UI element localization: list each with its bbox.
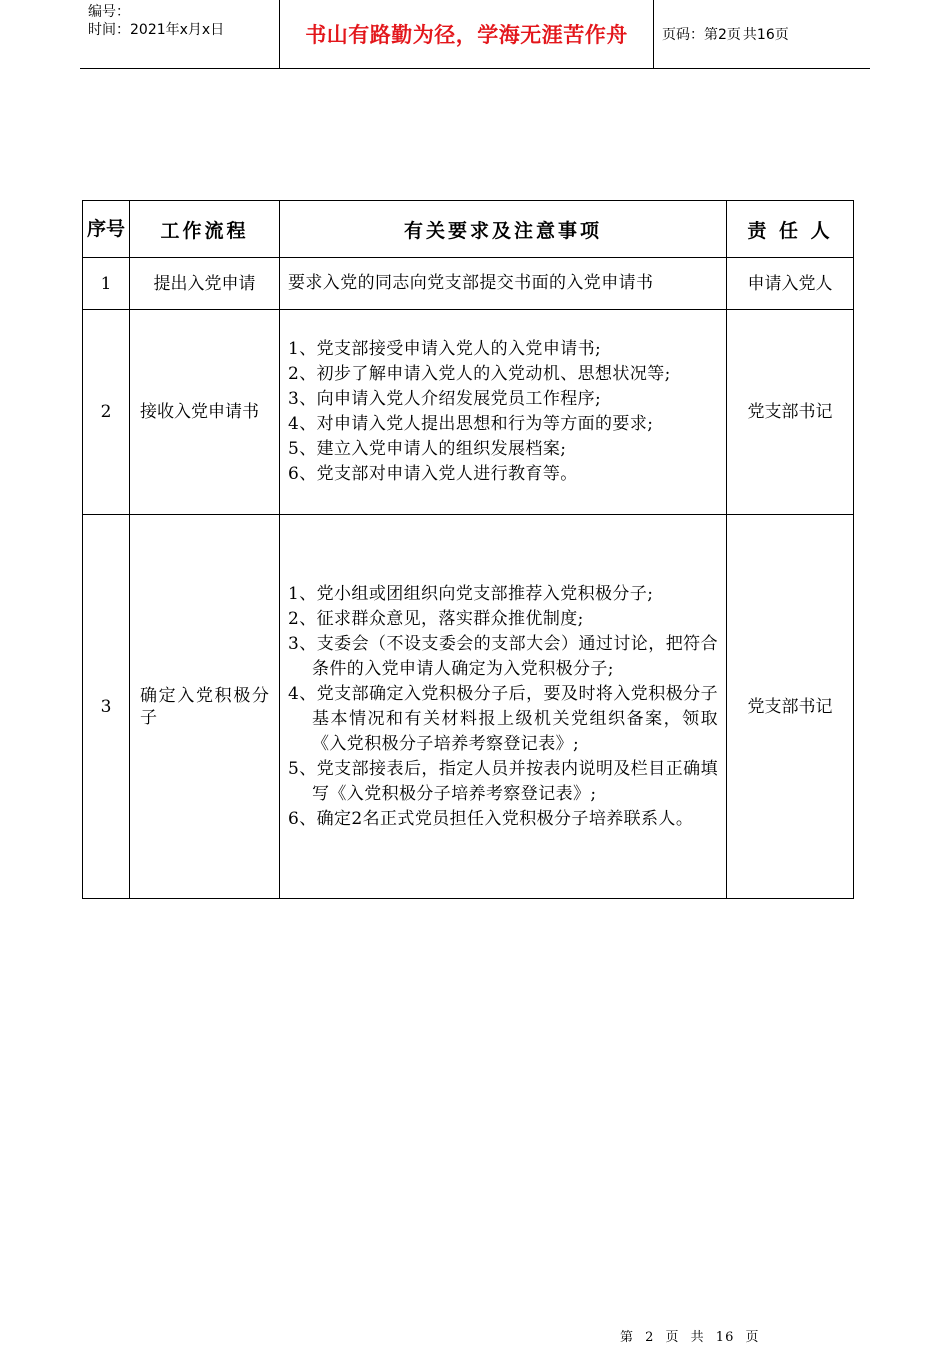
requirement-item: 要求入党的同志向党支部提交书面的入党申请书 [288, 273, 654, 293]
row-number: 3 [83, 515, 130, 899]
header-responsible: 责 任 人 [727, 201, 854, 258]
header-requirements: 有关要求及注意事项 [280, 201, 727, 258]
requirement-item: 2、初步了解申请入党人的入党动机、思想状况等; [288, 364, 671, 384]
page-header [80, 0, 870, 69]
workflow-table [82, 200, 854, 899]
table-row [83, 258, 854, 310]
row-requirements [280, 258, 727, 310]
requirement-item: 1、党小组或团组织向党支部推荐入党积极分子; [288, 583, 654, 604]
row-requirements [280, 515, 727, 899]
row-responsible: 党支部书记 [727, 310, 854, 515]
requirement-item: 3、向申请入党人介绍发展党员工作程序; [288, 389, 602, 409]
row-number: 1 [83, 258, 130, 310]
requirement-item: 4、党支部确定入党积极分子后，要及时将入党积极分子基本情况和有关材料报上级机关党组织备案，领取《入党积极分子培养考察登记表》; [288, 683, 718, 754]
header-serial: 序号 [83, 201, 130, 258]
table-row [83, 310, 854, 515]
row-workflow: 接收入党申请书 [130, 310, 280, 515]
page-footer: 第 2 页 共 16 页 [620, 1330, 760, 1345]
requirement-item: 2、征求群众意见，落实群众推优制度; [288, 608, 584, 629]
requirement-item: 1、党支部接受申请入党人的入党申请书; [288, 339, 602, 359]
requirement-item: 3、支委会（不设支委会的支部大会）通过讨论，把符合条件的入党申请人确定为入党积极分子; [288, 633, 718, 679]
table-row [83, 515, 854, 899]
time-label: 时间：2021年x月x日 [88, 22, 225, 38]
row-number: 2 [83, 310, 130, 515]
header-meta [80, 0, 280, 68]
row-requirements [280, 310, 727, 515]
requirement-item: 4、对申请入党人提出思想和行为等方面的要求; [288, 414, 654, 434]
requirement-item: 5、建立入党申请人的组织发展档案; [288, 439, 567, 459]
row-responsible: 申请入党人 [727, 258, 854, 310]
table-header-row [83, 201, 854, 258]
doc-number-label: 编号： [88, 4, 130, 20]
requirement-item: 6、确定2名正式党员担任入党积极分子培养联系人。 [288, 808, 694, 829]
requirement-item: 5、党支部接表后，指定人员并按表内说明及栏目正确填写《入党积极分子培养考察登记表》; [288, 758, 718, 804]
header-workflow: 工作流程 [130, 201, 280, 258]
row-workflow: 提出入党申请 [130, 258, 280, 310]
requirement-item: 6、党支部对申请入党人进行教育等。 [288, 464, 578, 484]
page-total-label: 共16页 [742, 27, 789, 43]
row-workflow: 确定入党积极分子 [130, 515, 280, 899]
page-number-label: 页码：第2页 [662, 27, 741, 43]
header-motto: 书山有路勤为径，学海无涯苦作舟 [280, 0, 654, 68]
header-page-info [654, 0, 870, 68]
row-responsible: 党支部书记 [727, 515, 854, 899]
